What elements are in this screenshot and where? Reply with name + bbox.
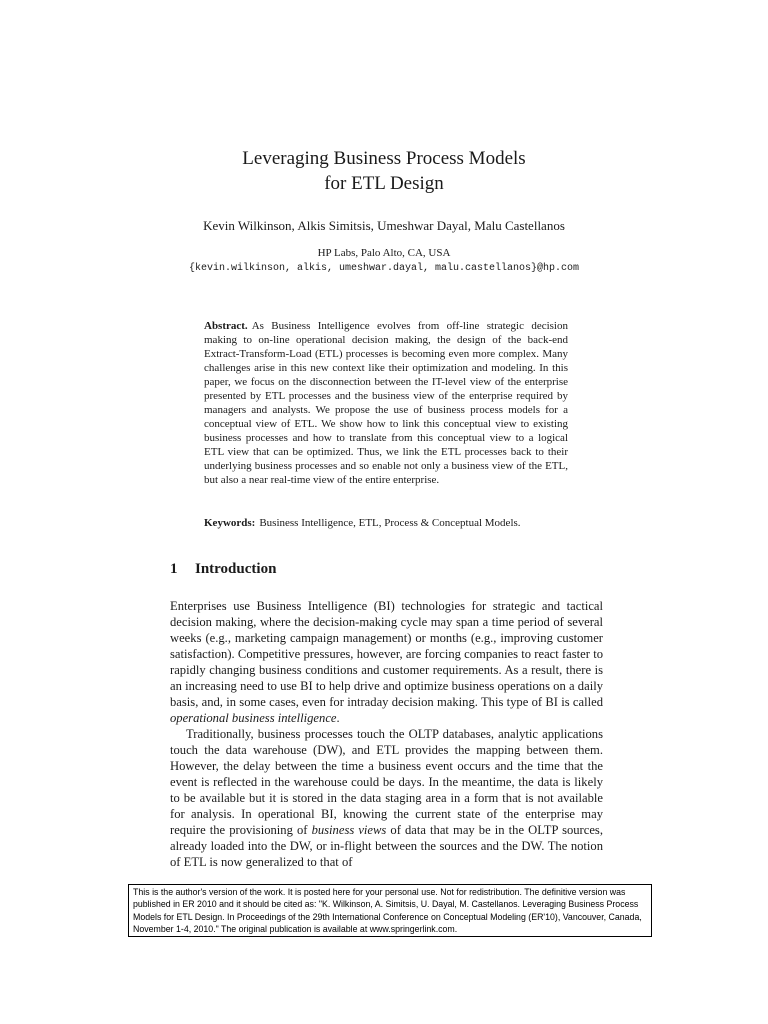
author-emails: {kevin.wilkinson, alkis, umeshwar.dayal, malu.castellanos}@hp.com	[188, 263, 580, 274]
paragraph-2-emphasis: business views	[311, 823, 387, 837]
paragraph-1-end: .	[336, 711, 340, 725]
paper-title-line-2: for ETL Design	[324, 173, 444, 194]
paper-title-line-1: Leveraging Business Process Models	[242, 148, 526, 169]
keywords	[204, 516, 568, 530]
abstract-label: Abstract.	[204, 320, 248, 332]
paragraph-1	[170, 598, 603, 726]
abstract	[204, 319, 568, 487]
copyright-notice: This is the author's version of the work. It is posted here for your personal use. Not for redistribution. The definitive version was published in ER 2010 and it should be cited as: "K. Wilkinson, A. Simitsis, U. Dayal, M. Castellanos. Leveraging Business Process Models for ETL Design. In Proceedings of the 29th International Conference on Conceptual Modeling (ER'10), Vancouver, Canada, November 1-4, 2010." The original publication is available at www.springerlink.com.	[128, 884, 652, 937]
abstract-text: As Business Intelligence evolves from off-line strategic decision making to on-line operational decision making, the design of the back-end Extract-Transform-Load (ETL) processes is becoming even more complex. Many challenges arise in this new context like their optimization and modeling. In this paper, we focus on the disconnection between the IT-level view of the enterprise presented by ETL processes and the business view of the enterprise required by managers and analysts. We propose the use of business process models for a conceptual view of ETL. We show how to link this conceptual view to existing business processes and how to translate from this conceptual view to a logical ETL view that can be optimized. Thus, we link the ETL processes back to their underlying business processes and so enable not only a business view of the ETL, but also a near real-time view of the entire enterprise.	[204, 320, 568, 486]
section-heading	[170, 560, 276, 578]
paragraph-2-text: Traditionally, business processes touch the OLTP databases, analytic applications touch the data warehouse (DW), and ETL provides the mapping between them. However, the delay between the time a business event occurs and the time that the event is reflected in the warehouse could be days. In the meantime, the data is likely to be available but it is stored in the data staging area in a form that is not available for analysis. In operational BI, knowing the current state of the enterprise may require the provisioning of	[170, 727, 603, 837]
section-number: 1	[170, 561, 178, 577]
paragraph-1-emphasis: operational business intelligence	[170, 711, 337, 725]
keywords-text: Business Intelligence, ETL, Process & Conceptual Models.	[259, 517, 521, 529]
paragraph-2-end: of data that may be in the OLTP sources, already loaded into the DW, or in-flight between the sources and the DW. The notion of ETL is now generalized to that of	[170, 823, 603, 869]
body-text	[170, 598, 603, 870]
paper-title	[0, 146, 768, 196]
paragraph-1-text: Enterprises use Business Intelligence (BI) technologies for strategic and tactical decision making, where the decision-making cycle may span a time period of several weeks (e.g., marketing campaign management) or months (e.g., improving customer satisfaction). Competitive pressures, however, are forcing companies to react faster to rapidly changing business conditions and customer requirements. As a result, there is an increasing need to use BI to help drive and optimize business operations on a daily basis, and, in some cases, even for intraday decision making. This type of BI is called	[170, 599, 603, 709]
affiliation: HP Labs, Palo Alto, CA, USA	[317, 247, 451, 259]
paragraph-2	[170, 726, 603, 870]
keywords-label: Keywords:	[204, 517, 256, 529]
author-list: Kevin Wilkinson, Alkis Simitsis, Umeshwar Dayal, Malu Castellanos	[203, 218, 565, 233]
section-title: Introduction	[195, 561, 277, 577]
